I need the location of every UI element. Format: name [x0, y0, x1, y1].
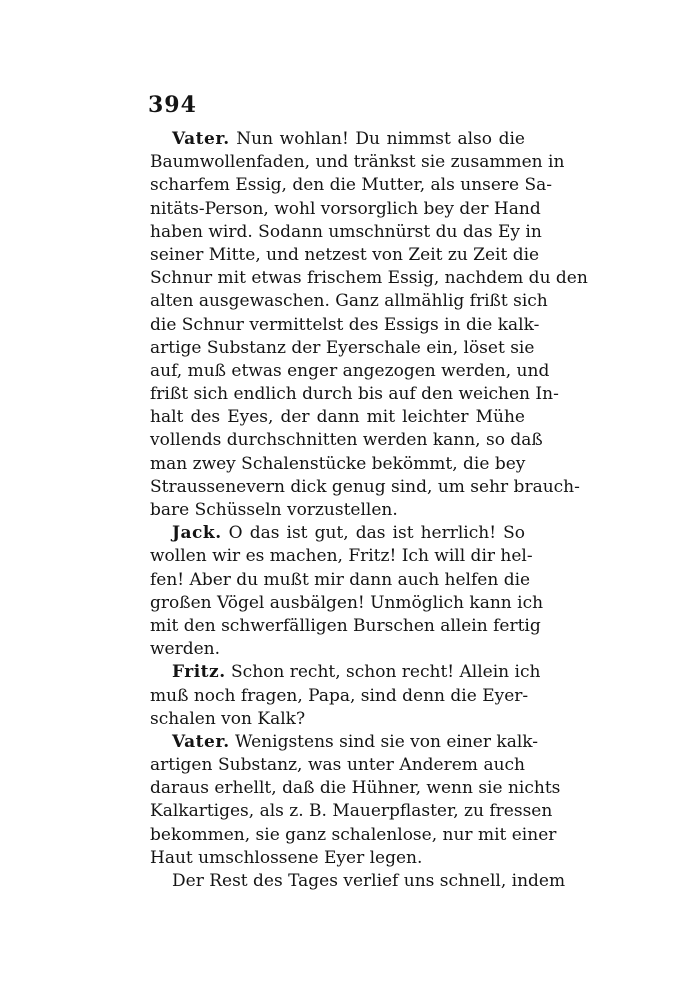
text-line: [150, 847, 525, 870]
speaker-name: Jack.: [172, 523, 222, 544]
line-text: Schon recht, schon recht! Allein ich: [225, 662, 541, 683]
text-line: [150, 731, 539, 754]
text-line: [150, 476, 580, 499]
text-line: [150, 800, 553, 823]
line-text: nitäts-Person, wohl vorsorglich bey der Hand: [150, 198, 541, 219]
line-text: Schnur mit etwas frischem Essig, nachdem du den: [150, 268, 588, 289]
text-line: [150, 615, 541, 638]
page-number: 394: [148, 92, 197, 118]
text-line: [150, 383, 559, 406]
line-text: fen! Aber du mußt mir dann auch helfen die: [150, 569, 531, 590]
text-line: [150, 824, 557, 847]
speaker-name: Fritz.: [172, 662, 226, 683]
line-text: auf, muß etwas enger angezogen werden, und: [150, 360, 550, 381]
speaker-name: Vater.: [172, 731, 230, 752]
text-line: [150, 128, 525, 151]
text-line: [150, 661, 541, 684]
line-text: man zwey Schalenstücke bekömmt, die bey: [150, 453, 526, 474]
text-line: [150, 221, 542, 244]
text-line: [150, 708, 525, 731]
text-line: [150, 174, 553, 197]
line-text: Kalkartiges, als z. B. Mauerpflaster, zu fressen: [150, 801, 553, 822]
text-line: [150, 592, 544, 615]
text-line: [150, 754, 525, 777]
text-line: [150, 406, 525, 429]
line-text: großen Vögel ausbälgen! Unmöglich kann ich: [150, 592, 544, 613]
text-line: [150, 545, 533, 568]
text-line: [150, 638, 525, 661]
text-line: [150, 314, 540, 337]
text-line: [150, 244, 540, 267]
line-text: artige Substanz der Eyerschale ein, löset sie: [150, 337, 535, 358]
line-text: Straussenevern dick genug sind, um sehr brauch-: [150, 476, 580, 497]
text-line: [150, 151, 565, 174]
text-line: [150, 267, 588, 290]
text-line: [150, 453, 525, 476]
line-text: Der Rest des Tages verlief uns schnell, indem: [172, 871, 566, 891]
text-line: [150, 569, 531, 592]
line-text: daraus erhellt, daß die Hühner, wenn sie nichts: [150, 778, 561, 799]
text-line: [150, 499, 525, 522]
line-text: mit den schwerfälligen Burschen allein fertig: [150, 615, 541, 636]
speaker-name: Vater.: [172, 129, 230, 149]
text-line: [150, 870, 566, 893]
line-text: bekommen, sie ganz schalenlose, nur mit einer: [150, 824, 557, 845]
text-line: [150, 337, 535, 360]
line-text: Nun wohlan! Du nimmst also die: [229, 129, 525, 149]
line-text: Haut umschlossene Eyer legen.: [150, 847, 423, 868]
body-text: [150, 128, 588, 893]
line-text: frißt sich endlich durch bis auf den weichen In-: [150, 384, 559, 405]
line-text: alten ausgewaschen. Ganz allmählig frißt sich: [150, 291, 548, 312]
line-text: seiner Mitte, und netzest von Zeit zu Zeit die: [150, 244, 540, 265]
line-text: haben wird. Sodann umschnürst du das Ey in: [150, 221, 542, 242]
line-text: wollen wir es machen, Fritz! Ich will dir hel-: [150, 546, 533, 567]
text-line: [150, 360, 550, 383]
line-text: O das ist gut, das ist herrlich! So: [221, 523, 525, 544]
line-text: Baumwollenfaden, und tränkst sie zusammen in: [150, 152, 565, 173]
line-text: die Schnur vermittelst des Essigs in die kalk-: [150, 314, 540, 335]
text-line: [150, 429, 543, 452]
line-text: muß noch fragen, Papa, sind denn die Eyer-: [150, 685, 529, 706]
text-line: [150, 198, 541, 221]
text-line: [150, 777, 561, 800]
line-text: schalen von Kalk?: [150, 708, 306, 729]
text-line: [150, 685, 529, 708]
line-text: Wenigstens sind sie von einer kalk-: [229, 731, 539, 752]
line-text: scharfem Essig, den die Mutter, als unsere Sa-: [150, 175, 553, 196]
line-text: vollends durchschnitten werden kann, so daß: [150, 430, 543, 451]
line-text: halt des Eyes, der dann mit leichter Mühe: [150, 407, 525, 428]
text-line: [150, 290, 548, 313]
line-text: artigen Substanz, was unter Anderem auch: [150, 755, 525, 776]
line-text: bare Schüsseln vorzustellen.: [150, 500, 398, 520]
text-line: [150, 522, 525, 545]
line-text: werden.: [150, 639, 221, 660]
